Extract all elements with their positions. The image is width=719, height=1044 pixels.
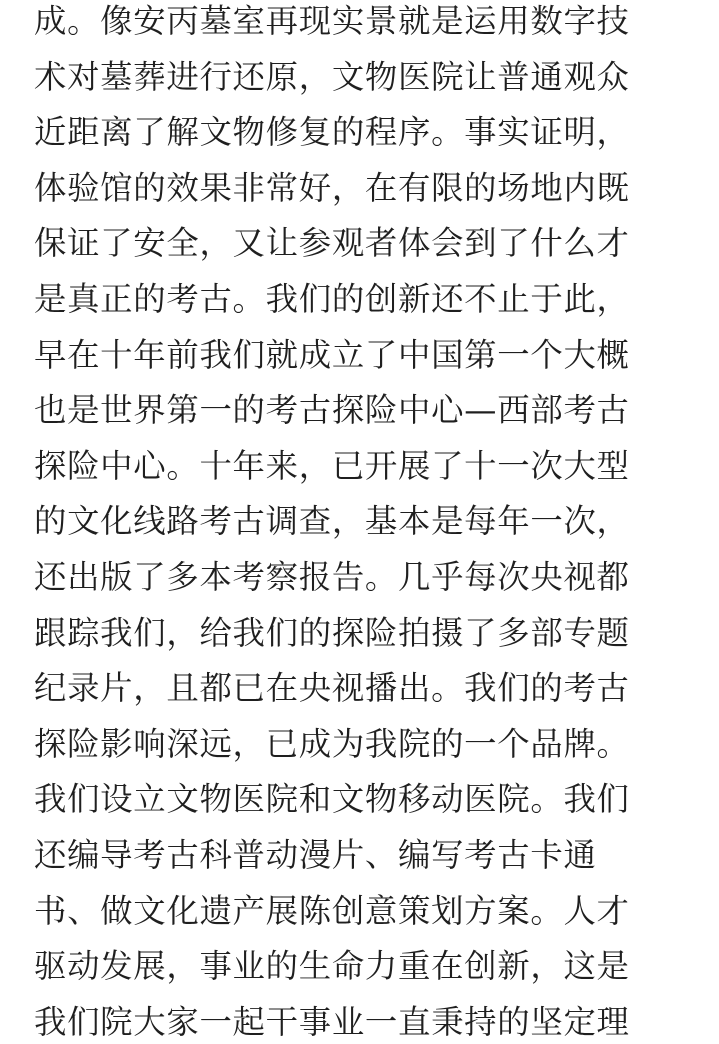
text-line: 探险中心。十年来，已开展了十一次大型: [34, 446, 630, 485]
text-line: 我们设立文物医院和文物移动医院。我们: [34, 780, 630, 819]
text-line: 成。像安丙墓室再现实景就是运用数字技: [34, 2, 630, 40]
text-line: 体验馆的效果非常好，在有限的场地内既: [34, 168, 630, 207]
text-line: 保证了安全，又让参观者体会到了什么才: [34, 224, 630, 263]
text-line: 探险影响深远，已成为我院的一个品牌。: [34, 724, 630, 763]
article-text: [34, 0, 704, 1044]
text-line: 纪录片，且都已在央视播出。我们的考古: [34, 669, 630, 708]
text-line: 驱动发展，事业的生命力重在创新，这是: [34, 947, 630, 986]
text-line: 跟踪我们，给我们的探险拍摄了多部专题: [34, 613, 630, 652]
text-line: 的文化线路考古调查，基本是每年一次，: [34, 502, 630, 541]
text-line: 还编导考古科普动漫片、编写考古卡通: [34, 835, 597, 874]
text-line: 还出版了多本考察报告。几乎每次央视都: [34, 557, 630, 596]
text-line: 术对墓葬进行还原，文物医院让普通观众: [34, 57, 630, 96]
text-line: 近距离了解文物修复的程序。事实证明，: [34, 113, 630, 152]
text-line: 书、做文化遗产展陈创意策划方案。人才: [34, 891, 630, 930]
text-line: 我们院大家一起干事业一直秉持的坚定理: [34, 1002, 630, 1041]
text-line: 早在十年前我们就成立了中国第一个大概: [34, 335, 630, 374]
text-line: 是真正的考古。我们的创新还不止于此，: [34, 279, 630, 318]
text-line: 也是世界第一的考古探险中心—西部考古: [34, 391, 630, 430]
